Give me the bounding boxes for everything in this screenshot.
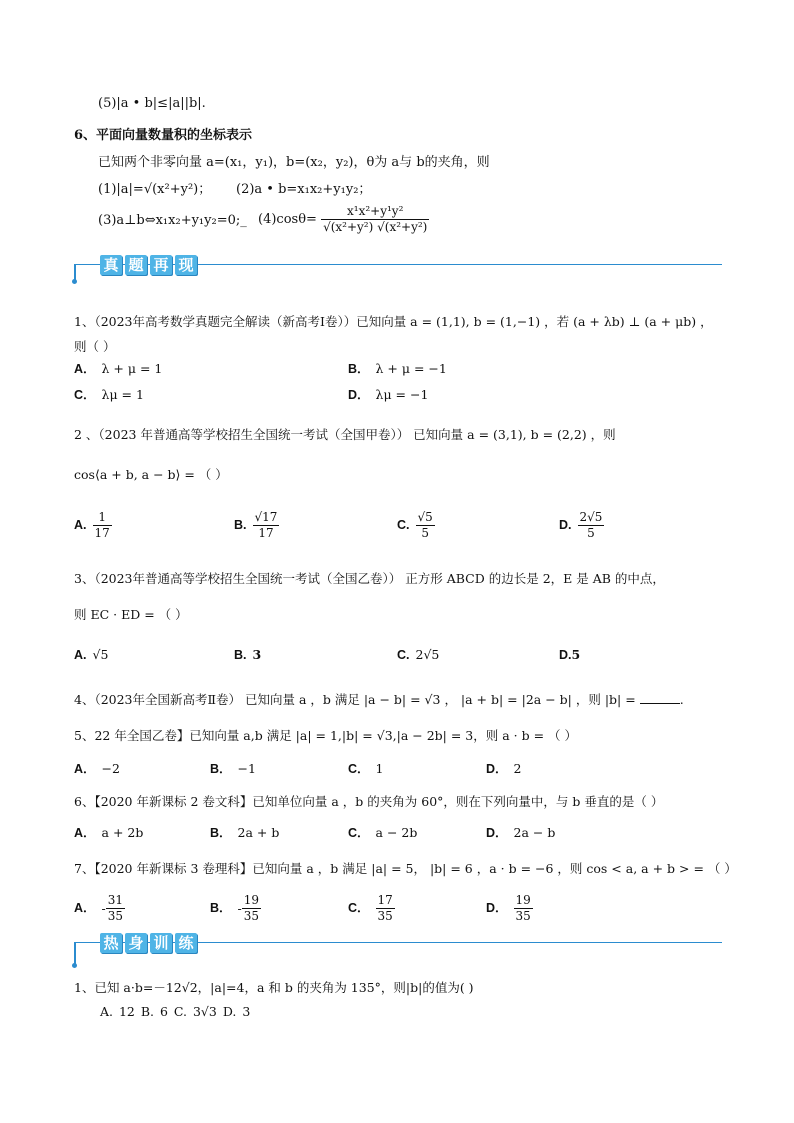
theory-formula-2: (2)a • b=x₁x₂+y₁y₂； — [236, 182, 372, 197]
q6-stem: 6、【2020 年新课标 2 卷文科】已知单位向量 a ，b 的夹角为 60°，则在下列向量中，与 b 垂直的是（ ） — [74, 794, 664, 809]
q6-option-c[interactable] — [348, 823, 417, 841]
section-dot — [72, 279, 77, 284]
option-text: 5 — [571, 647, 581, 662]
q3-stem: 3、（2023年普通高等学校招生全国统一考试（全国乙卷）） 正方形 ABCD 的边长是 2，E 是 AB 的中点， — [74, 571, 665, 586]
q6-option-a[interactable] — [74, 823, 143, 841]
q5-stem: 5、22 年全国乙卷】已知向量 a,b 满足 |a| = 1,|b| = √3,|a − 2b| = 3，则 a · b = （ ） — [74, 728, 578, 743]
q3-option-b[interactable] — [234, 647, 261, 662]
option-text: λμ = −1 — [375, 387, 429, 402]
section-tick — [74, 942, 76, 964]
q2-stem-cont: cos⟨a + b, a − b⟩ = （ ） — [74, 467, 228, 482]
q4-stem-text: 4、（2023年全国新高考Ⅱ卷） 已知向量 a ，b 满足 |a − b| = √3 ， |a + b| = |2a − b| ，则 |b| = — [74, 692, 640, 707]
w1-stem: 1、已知 a·b=－12√2，|a|=4，a 和 b 的夹角为 135°，则|b|的值为( ) — [74, 980, 474, 995]
option-fraction — [242, 893, 261, 924]
numerator: √5 — [417, 510, 433, 524]
section-char: 身 — [125, 933, 147, 953]
denominator: 17 — [258, 526, 274, 540]
theory-heading-6: 6、平面向量数量积的坐标表示 — [74, 128, 253, 143]
numerator: √17 — [254, 510, 278, 524]
denominator: 5 — [587, 526, 595, 540]
cos-fraction — [321, 204, 429, 235]
q2-option-d[interactable] — [559, 510, 604, 541]
option-sign: - — [237, 901, 242, 916]
option-text: λ + μ = 1 — [101, 361, 163, 376]
option-label: A． — [74, 901, 96, 915]
section-title-reshen — [100, 933, 197, 953]
option-text: λμ = 1 — [101, 387, 144, 402]
section-char: 真 — [100, 255, 122, 275]
option-fraction — [376, 893, 395, 924]
option-label: D. — [559, 518, 572, 532]
q3-option-c[interactable] — [397, 647, 439, 662]
q7-stem: 7、【2020 年新课标 3 卷理科】已知向量 a ，b 满足 |a| = 5， |b| = 6 ，a · b = −6 ，则 cos < a, a + b > = （ ） — [74, 861, 737, 876]
option-label: C. — [397, 648, 410, 662]
q1-option-b[interactable] — [348, 359, 447, 377]
option-label: B． — [210, 826, 232, 840]
numerator: 19 — [515, 893, 531, 907]
numerator: 19 — [243, 893, 260, 907]
q2-option-c[interactable] — [397, 510, 435, 541]
q1-option-a[interactable] — [74, 359, 162, 377]
option-label: B． — [210, 762, 232, 776]
option-text: 1 — [375, 761, 384, 776]
section-dot — [72, 963, 77, 968]
theory-formula-3: (3)a⊥b⇔x₁x₂+y₁y₂=0;_ — [98, 213, 247, 228]
q3-option-a[interactable] — [74, 647, 108, 662]
option-text: 2 — [513, 761, 522, 776]
numerator: 31 — [107, 893, 124, 907]
theory-formula-1: (1)|a|=√(x²+y²)； — [98, 182, 212, 197]
option-fraction — [253, 510, 280, 541]
section-char: 热 — [100, 933, 122, 953]
option-label: C． — [348, 901, 370, 915]
option-label: C． — [348, 762, 370, 776]
option-label: D． — [486, 901, 508, 915]
option-fraction — [106, 893, 125, 924]
option-label: A. — [74, 518, 87, 532]
answer-blank[interactable] — [640, 691, 680, 704]
denominator: 5 — [421, 526, 429, 540]
option-text: 3 — [252, 647, 262, 662]
q7-option-c[interactable] — [348, 893, 395, 924]
denominator: 35 — [107, 909, 124, 923]
section-tick — [74, 264, 76, 280]
option-text: −2 — [101, 761, 120, 776]
q7-option-b[interactable] — [210, 893, 261, 924]
q5-option-b[interactable] — [210, 759, 256, 777]
q1-stem: 1、（2023年高考数学真题完全解读（新高考Ⅰ卷））已知向量 a = (1,1), b = (1,−1) ，若 (a + λb) ⊥ (a + μb) ， — [74, 314, 713, 329]
option-label: A. — [74, 648, 87, 662]
cos-numerator: x¹x²+y¹y² — [321, 204, 429, 220]
theory-item-5: (5)|a • b|≤|a||b|. — [98, 96, 206, 111]
section-char: 现 — [175, 255, 197, 275]
option-label: B. — [234, 518, 247, 532]
option-text: 2a + b — [237, 825, 280, 840]
cos-label: (4)cosθ= — [258, 212, 317, 227]
option-label: A． — [74, 362, 96, 376]
numerator: 2√5 — [579, 510, 603, 524]
option-label: B． — [210, 901, 232, 915]
denominator: 35 — [515, 909, 531, 923]
q2-stem: 2 、（2023 年普通高等学校招生全国统一考试（全国甲卷）） 已知向量 a = (3,1), b = (2,2) ，则 — [74, 427, 616, 442]
q6-option-b[interactable] — [210, 823, 279, 841]
q7-option-a[interactable] — [74, 893, 125, 924]
option-label: D． — [486, 762, 508, 776]
option-text: √5 — [92, 647, 109, 662]
q3-option-d[interactable] — [559, 647, 580, 662]
w1-options[interactable]: A. 12 B. 6 C. 3√3 D. 3 — [100, 1004, 251, 1019]
option-label: B． — [348, 362, 370, 376]
q3-stem-cont: 则 EC · ED = （ ） — [74, 607, 188, 622]
option-label: A． — [74, 762, 96, 776]
option-text: λ + μ = −1 — [375, 361, 447, 376]
q5-option-a[interactable] — [74, 759, 120, 777]
option-label: C． — [348, 826, 370, 840]
option-label: D． — [486, 826, 508, 840]
denominator: 35 — [377, 909, 393, 923]
numerator: 17 — [377, 893, 393, 907]
section-char: 练 — [175, 933, 197, 953]
q6-option-d[interactable] — [486, 823, 555, 841]
q2-option-a[interactable] — [74, 510, 112, 541]
option-fraction — [514, 893, 533, 924]
q5-option-c[interactable] — [348, 759, 383, 777]
section-char: 训 — [150, 933, 172, 953]
q4-stem: 4、（2023年全国新高考Ⅱ卷） 已知向量 a ，b 满足 |a − b| = √3 ， |a + b| = |2a − b| ，则 |b| = . — [74, 692, 684, 707]
option-label: C． — [74, 388, 96, 402]
option-text: −1 — [237, 761, 256, 776]
section-char: 再 — [150, 255, 172, 275]
option-sign: - — [101, 901, 106, 916]
q1-stem-cont: 则（ ） — [74, 339, 116, 354]
q1-option-d[interactable] — [348, 385, 428, 403]
option-label: D. — [559, 648, 572, 662]
option-text: a + 2b — [101, 825, 144, 840]
option-label: A． — [74, 826, 96, 840]
option-label: C. — [397, 518, 410, 532]
option-fraction — [93, 510, 112, 541]
option-label: B. — [234, 648, 247, 662]
q1-option-c[interactable] — [74, 385, 144, 403]
q7-option-d[interactable] — [486, 893, 533, 924]
section-char: 题 — [125, 255, 147, 275]
cos-denominator: √(x²+y²) √(x²+y²) — [323, 220, 428, 234]
option-text: 2a − b — [513, 825, 556, 840]
theory-formula-4 — [258, 204, 429, 235]
theory-intro: 已知两个非零向量 a=(x₁，y₁)，b=(x₂，y₂)，θ为 a与 b的夹角，则 — [98, 155, 490, 170]
q5-option-d[interactable] — [486, 759, 521, 777]
option-fraction — [578, 510, 605, 541]
denominator: 17 — [94, 526, 110, 540]
option-text: a − 2b — [375, 825, 418, 840]
section-title-zhenti — [100, 255, 197, 275]
option-fraction — [416, 510, 435, 541]
option-text: 2√5 — [415, 647, 440, 662]
q2-option-b[interactable] — [234, 510, 279, 541]
option-label: D． — [348, 388, 370, 402]
denominator: 35 — [243, 909, 260, 923]
numerator: 1 — [93, 510, 112, 526]
